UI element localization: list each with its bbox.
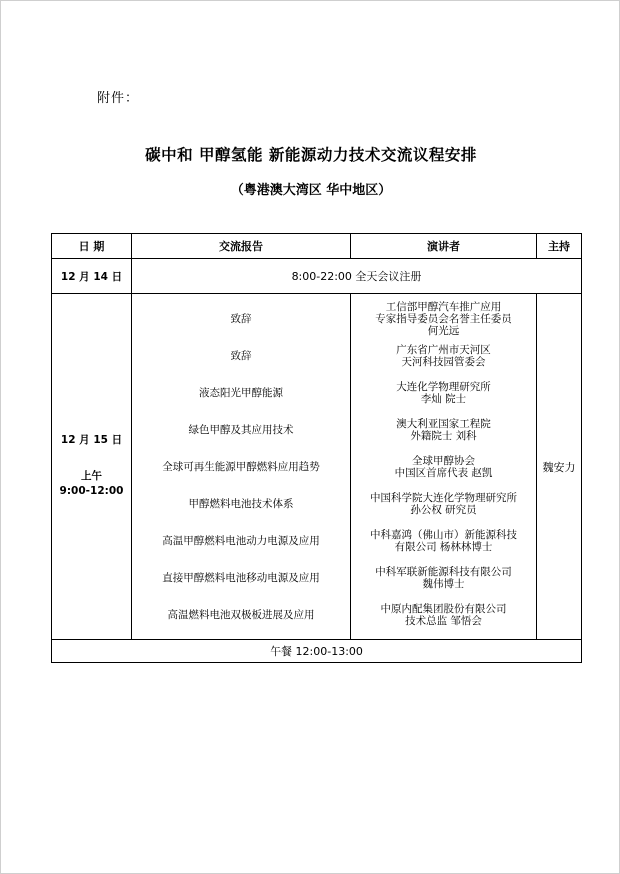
speaker-entry	[351, 559, 536, 596]
speaker-line: 广东省广州市天河区	[396, 343, 491, 356]
speakers-cell	[351, 294, 537, 640]
speaker-line: 大连化学物理研究所	[396, 380, 491, 393]
report-title: 高温燃料电池双极板进展及应用	[167, 608, 315, 621]
speaker-line: 何光远	[427, 324, 460, 337]
speaker-line: 中国科学院大连化学物理研究所	[370, 491, 517, 504]
header-report: 交流报告	[132, 234, 351, 259]
reports-cell	[132, 294, 351, 640]
day2-date-cell	[52, 294, 132, 640]
speaker-entry	[351, 411, 536, 448]
report-title: 致辞	[230, 312, 252, 325]
registration-cell: 8:00-22:00 全天会议注册	[132, 259, 582, 294]
day2-time: 9:00-12:00	[59, 485, 124, 498]
speaker-line: 魏伟博士	[422, 577, 465, 590]
header-host: 主持	[537, 234, 582, 259]
day2-date: 12 月 15 日	[60, 433, 123, 446]
speaker-line: 中科嘉鸿（佛山市）新能源科技	[370, 528, 517, 541]
report-title: 甲醇燃料电池技术体系	[188, 497, 294, 510]
speaker-entry	[351, 448, 536, 485]
speaker-line: 技术总监 邹悟会	[405, 614, 482, 627]
report-title: 高温甲醇燃料电池动力电源及应用	[162, 534, 320, 547]
report-title: 致辞	[230, 349, 252, 362]
speaker-line: 孙公权 研究员	[410, 503, 477, 516]
table-row	[52, 294, 582, 640]
report-title: 全球可再生能源甲醇燃料应用趋势	[162, 460, 320, 473]
speaker-line: 中原内配集团股份有限公司	[380, 602, 507, 615]
speaker-entry	[351, 337, 536, 374]
agenda-table	[51, 233, 582, 663]
speaker-line: 中科军联新能源科技有限公司	[375, 565, 512, 578]
host-name: 魏安力	[537, 294, 582, 640]
table-row	[52, 640, 582, 663]
speaker-line: 外籍院士 刘科	[410, 429, 477, 442]
report-title: 液态阳光甲醇能源	[199, 386, 283, 399]
speaker-line: 李灿 院士	[420, 392, 467, 405]
speaker-entry	[351, 300, 536, 337]
page-title: 碳中和 甲醇氢能 新能源动力技术交流议程安排	[145, 146, 477, 164]
speaker-entry	[351, 485, 536, 522]
speaker-entry	[351, 522, 536, 559]
speaker-line: 天河科技园管委会	[401, 355, 486, 368]
speaker-line: 有限公司 杨林林博士	[394, 540, 493, 553]
speaker-entry	[351, 596, 536, 633]
header-date: 日 期	[52, 234, 132, 259]
speaker-line: 工信部甲醇汽车推广应用	[385, 300, 502, 313]
speaker-entry	[351, 374, 536, 411]
speaker-line: 中国区首席代表 赵凯	[394, 466, 493, 479]
page-subtitle: （粤港澳大湾区 华中地区）	[230, 183, 392, 198]
report-title: 直接甲醇燃料电池移动电源及应用	[162, 571, 320, 584]
speaker-line: 专家指导委员会名誉主任委员	[375, 312, 512, 325]
day2-period: 上午	[81, 469, 102, 482]
attachment-label: 附件：	[97, 91, 140, 106]
lunch-cell: 午餐 12:00-13:00	[52, 640, 582, 663]
day1-date: 12 月 14 日	[52, 259, 132, 294]
table-row	[52, 259, 582, 294]
header-speaker: 演讲者	[351, 234, 537, 259]
speaker-line: 澳大利亚国家工程院	[396, 417, 491, 430]
report-title: 绿色甲醇及其应用技术	[188, 423, 294, 436]
speaker-line: 全球甲醇协会	[412, 454, 475, 467]
table-header-row	[52, 234, 582, 259]
